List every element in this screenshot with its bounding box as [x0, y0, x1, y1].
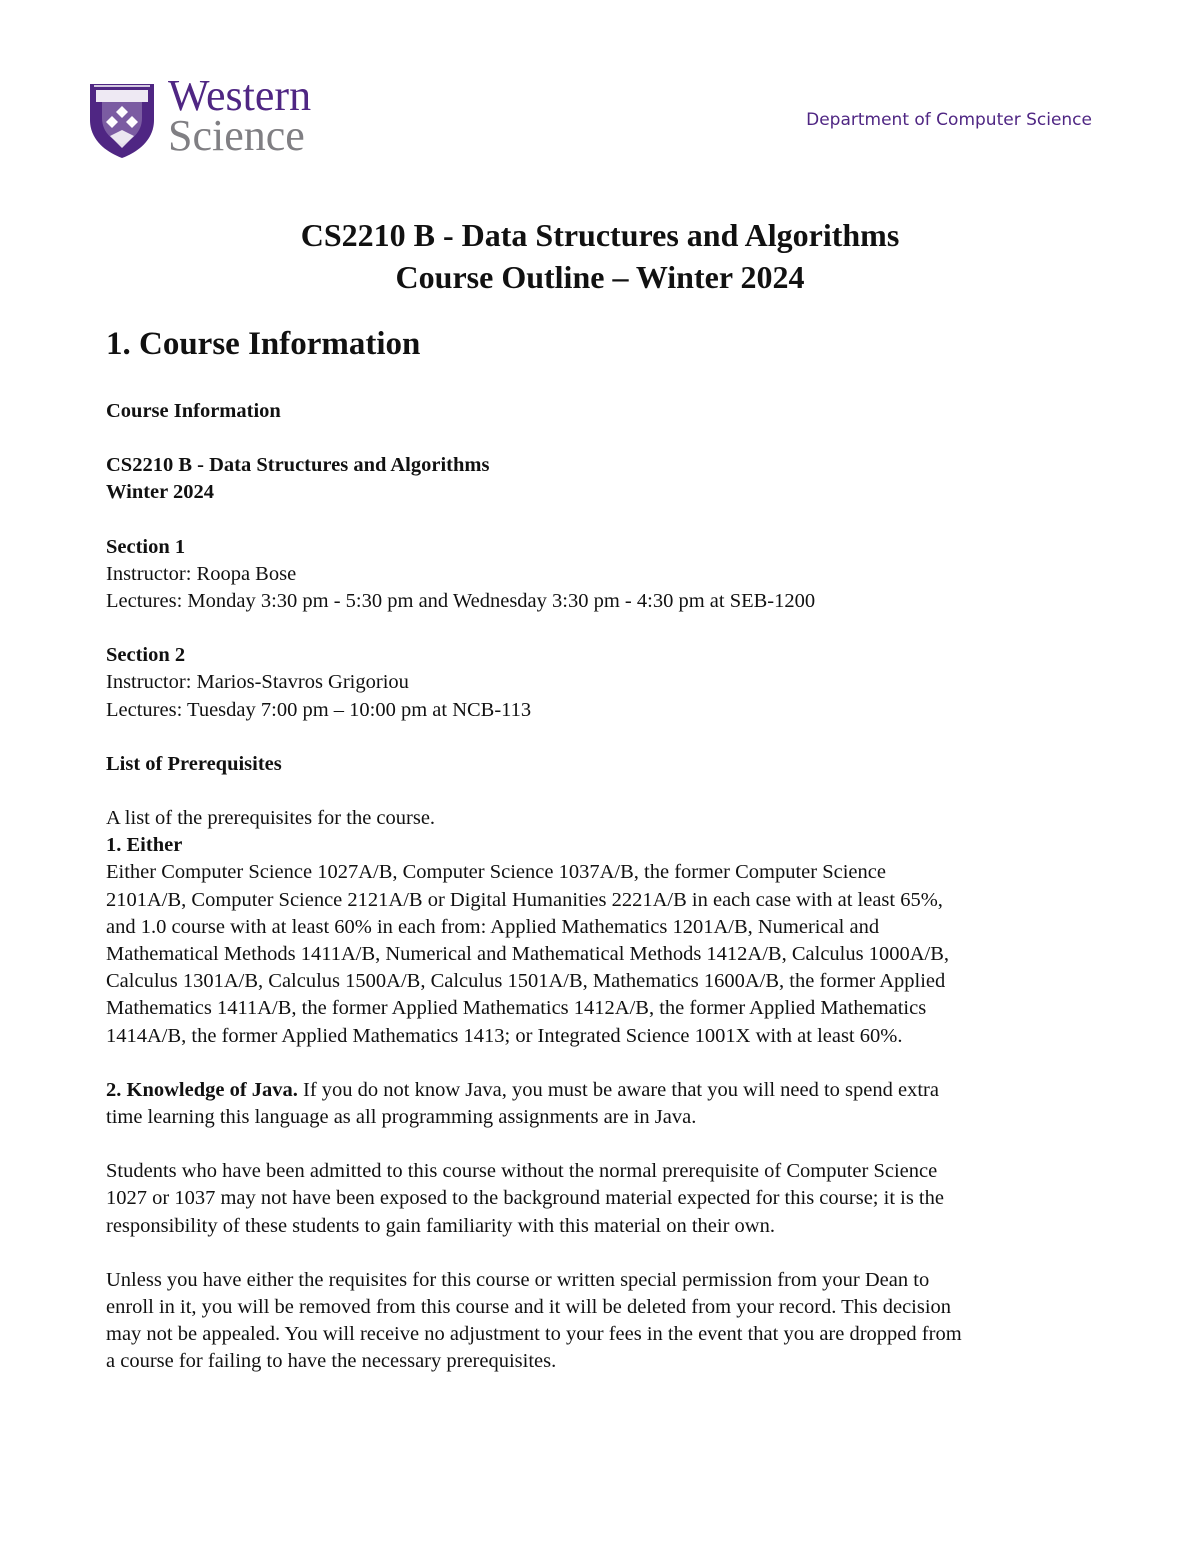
prerequisites-intro: A list of the prerequisites for the course.	[106, 807, 436, 830]
course-info-heading: Course Information	[106, 400, 281, 422]
logo-word-science: Science	[168, 111, 305, 160]
prerequisites-heading: List of Prerequisites	[106, 752, 282, 775]
document-body	[106, 322, 1096, 1376]
text-line: responsibility of these students to gain familiarity with this material on their own.	[106, 1214, 775, 1237]
prerequisite-1-title: 1. Either	[106, 834, 183, 857]
section-1-lectures: Lectures: Monday 3:30 pm - 5:30 pm and Wednesday 3:30 pm - 4:30 pm at SEB-1200	[106, 590, 816, 613]
text-line: 1414A/B, the former Applied Mathematics 1413; or Integrated Science 1001X with at least 60%.	[106, 1024, 903, 1047]
prerequisite-1-text	[106, 859, 1096, 1049]
section-2-lectures: Lectures: Tuesday 7:00 pm – 10:00 pm at NCB-113	[106, 698, 532, 721]
logo-wordmark	[168, 71, 312, 160]
text-line	[106, 1077, 1096, 1104]
text-line: Calculus 1301A/B, Calculus 1500A/B, Calculus 1501A/B, Mathematics 1600A/B, the former Applied	[106, 970, 946, 993]
text-line: 1027 or 1037 may not have been exposed to the background material expected for this course; it is the	[106, 1187, 944, 1210]
text-line: 2101A/B, Computer Science 2121A/B or Digital Humanities 2221A/B in each case with at least 65%,	[106, 888, 943, 911]
section-heading: 1. Course Information	[106, 326, 421, 362]
western-science-logo	[88, 71, 348, 166]
document-title	[0, 214, 1200, 298]
department-name: Department of Computer Science	[806, 110, 1092, 130]
shield-crest-icon	[88, 78, 156, 160]
section-1-name: Section 1	[106, 535, 186, 558]
text-line: a course for failing to have the necessary prerequisites.	[106, 1350, 557, 1373]
prerequisite-2-title: 2. Knowledge of Java.	[106, 1078, 298, 1101]
paragraph-background	[106, 1158, 1096, 1240]
text-line: time learning this language as all programming assignments are in Java.	[106, 1106, 697, 1129]
text-line: Students who have been admitted to this course without the normal prerequisite of Computer Science	[106, 1160, 938, 1183]
text-line: enroll in it, you will be removed from this course and it will be deleted from your record. This decision	[106, 1296, 952, 1319]
prerequisite-2-text	[106, 1077, 1096, 1131]
logo-word-western: Western	[168, 71, 312, 120]
section-2-name: Section 2	[106, 644, 186, 667]
section-2-instructor: Instructor: Marios-Stavros Grigoriou	[106, 671, 409, 694]
text-line: Mathematics 1411A/B, the former Applied Mathematics 1412A/B, the former Applied Mathematics	[106, 997, 927, 1020]
text-line: may not be appealed. You will receive no adjustment to your fees in the event that you are dropped from	[106, 1323, 962, 1346]
text-line: and 1.0 course with at least 60% in each from: Applied Mathematics 1201A/B, Numerical and	[106, 915, 880, 938]
page-header	[88, 71, 1108, 166]
text-line: Unless you have either the requisites for this course or written special permission from your Dean to	[106, 1268, 930, 1291]
text-line: Mathematical Methods 1411A/B, Numerical and Mathematical Methods 1412A/B, Calculus 1000A/B,	[106, 943, 950, 966]
title-line-outline: Course Outline – Winter 2024	[395, 259, 805, 295]
paragraph-requisites-notice	[106, 1267, 1096, 1376]
text-line: Either Computer Science 1027A/B, Computer Science 1037A/B, the former Computer Science	[106, 861, 886, 884]
text-run: If you do not know Java, you must be aware that you will need to spend extra	[297, 1078, 939, 1101]
title-line-course: CS2210 B - Data Structures and Algorithms	[300, 217, 900, 253]
course-term: Winter 2024	[106, 481, 215, 504]
course-name: CS2210 B - Data Structures and Algorithms	[106, 454, 490, 477]
section-1-instructor: Instructor: Roopa Bose	[106, 562, 297, 585]
